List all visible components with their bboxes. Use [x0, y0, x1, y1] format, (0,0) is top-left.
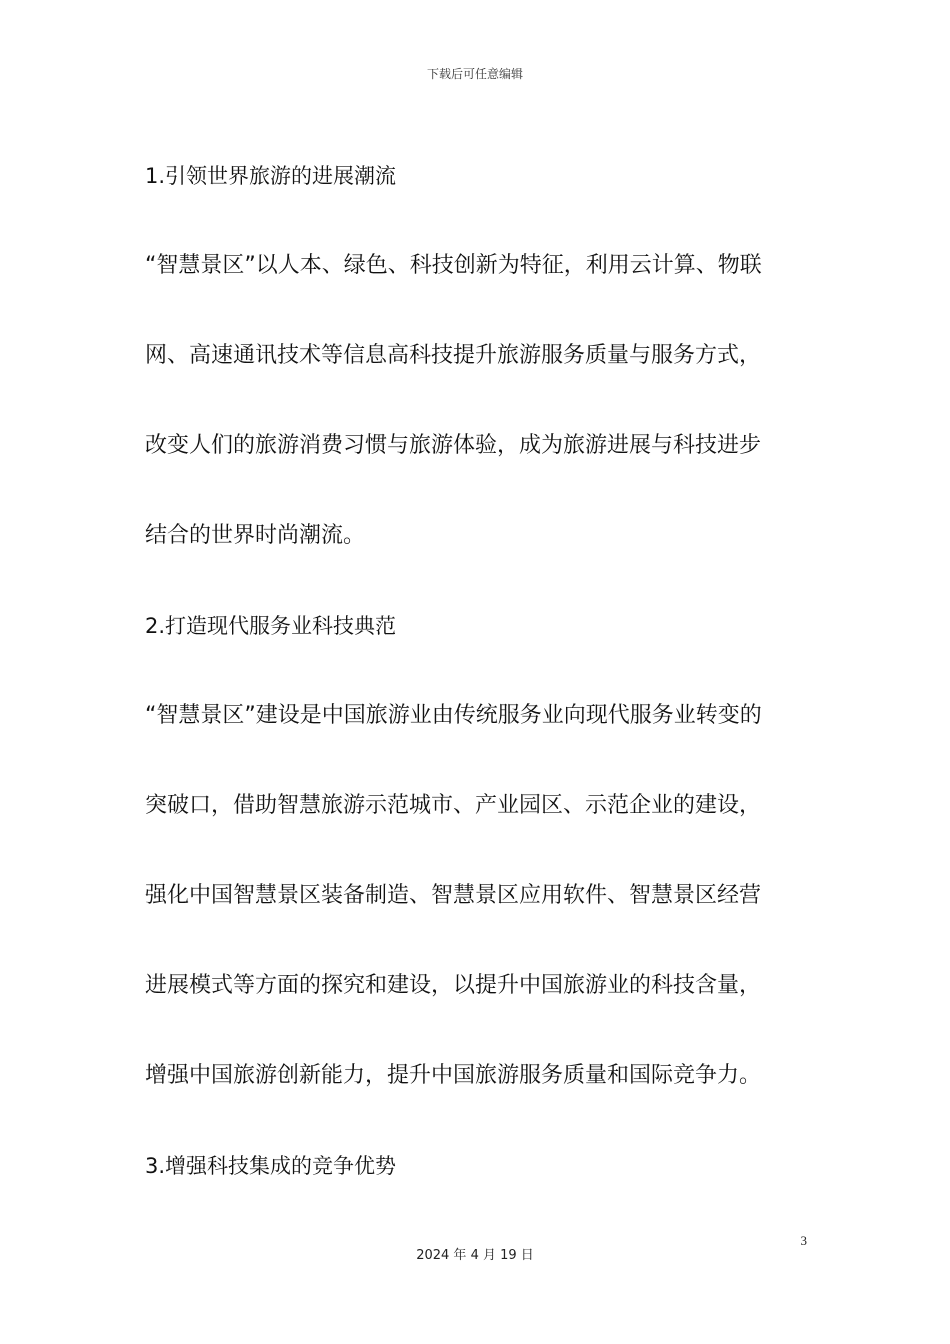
- paragraph-line: 改变人们的旅游消费习惯与旅游体验，成为旅游进展与科技进步: [145, 433, 762, 458]
- document-body: [145, 158, 810, 1238]
- paragraph-line: 突破口，借助智慧旅游示范城市、产业园区、示范企业的建设，: [145, 793, 762, 818]
- section-heading-1: 1.引领世界旅游的进展潮流: [145, 164, 397, 188]
- paragraph-line: 网、高速通讯技术等信息高科技提升旅游服务质量与服务方式，: [145, 343, 762, 368]
- page-header: 下载后可任意编辑: [426, 67, 523, 81]
- paragraph-line: 强化中国智慧景区装备制造、智慧景区应用软件、智慧景区经营: [145, 883, 762, 908]
- paragraph-line: “智慧景区”以人本、绿色、科技创新为特征，利用云计算、物联: [145, 253, 762, 278]
- paragraph-line: 结合的世界时尚潮流。: [145, 523, 366, 548]
- section-heading-2: 2.打造现代服务业科技典范: [145, 614, 397, 638]
- paragraph-line: “智慧景区”建设是中国旅游业由传统服务业向现代服务业转变的: [145, 703, 762, 728]
- page-number: 3: [800, 1233, 807, 1248]
- paragraph-line: 增强中国旅游创新能力，提升中国旅游服务质量和国际竞争力。: [145, 1063, 762, 1088]
- paragraph-line: 进展模式等方面的探究和建设，以提升中国旅游业的科技含量，: [145, 973, 762, 998]
- footer-date: 2024 年 4 月 19 日: [416, 1248, 534, 1263]
- section-heading-3: 3.增强科技集成的竞争优势: [145, 1154, 397, 1178]
